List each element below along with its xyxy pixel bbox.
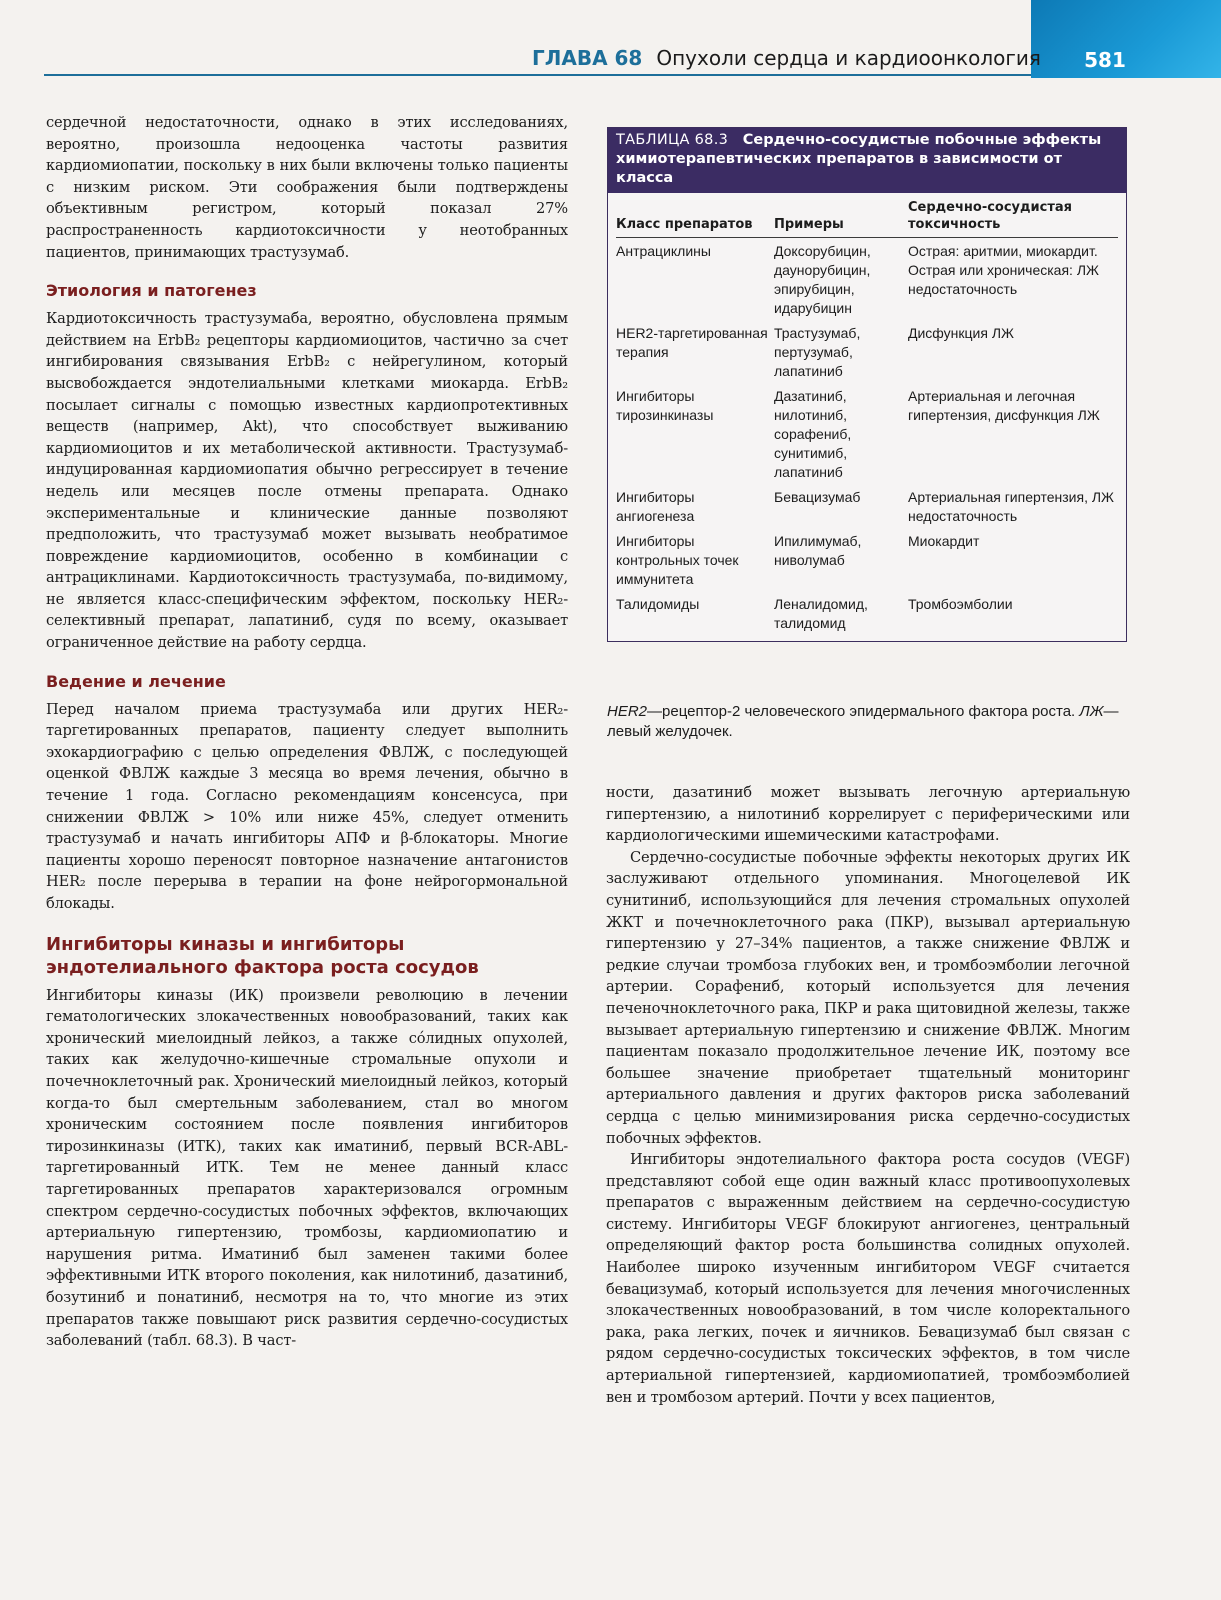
header-rule	[44, 74, 1031, 76]
table-row	[616, 528, 1118, 591]
cell-toxicity: Миокардит	[908, 533, 980, 549]
table-caption	[608, 128, 1126, 193]
section-heading: Этиология и патогенез	[46, 281, 257, 301]
column-header: Сердечно-сосудистая токсичность	[908, 199, 1118, 238]
cell-class: Ингибиторы контрольных точек иммунитета	[616, 533, 739, 587]
data-table	[616, 199, 1118, 635]
cell-examples: Ипилимумаб, ниволумаб	[774, 533, 862, 568]
table-row	[616, 591, 1118, 635]
page-header	[0, 0, 1221, 78]
cell-toxicity: Тромбоэмболии	[908, 596, 1013, 612]
cell-class: HER2-таргетированная терапия	[616, 325, 768, 360]
cell-examples: Трастузумаб, пертузумаб, лапатиниб	[774, 325, 861, 379]
table-row	[616, 484, 1118, 528]
cell-examples: Доксорубицин, даунорубицин, эпирубицин, идарубицин	[774, 243, 871, 316]
column-header: Примеры	[774, 199, 908, 238]
left-column	[46, 112, 568, 1352]
abbr: HER2	[607, 703, 648, 720]
paragraph: ности, дазатиниб может вызывать легочную артериальную гипертензию, а нилотиниб коррелирует с периферическими или кардиологическими ишемическими катастрофами.	[606, 784, 1130, 845]
table-row	[616, 238, 1118, 321]
cell-toxicity: Острая: аритмии, миокардит. Острая или хроническая: ЛЖ недостаточность	[908, 243, 1099, 297]
table-number: ТАБЛИЦА 68.3	[616, 132, 729, 148]
paragraph: Ингибиторы эндотелиального фактора роста сосудов (VEGF) представляют собой еще один важный класс противоопухолевых препаратов с выраженным действием на сердечно-сосудистую систему. Ингибиторы VEGF блокируют ангиогенез, центральный определяющий фактор роста большинства солидных опухолей. Наиболее широко изученным ингибитором VEGF считается бевацизумаб, который используется для лечения многочисленных злокачественных новообразований, в том числе колоректального рака, рака легких, почек и яичников. Бевацизумаб был связан с рядом сердечно-сосудистых токсических эффектов, в том числе артериальной гипертензией, кардиомиопатией, тромбоэмболией вен и тромбозом артерий. Почти у всех пациентов,	[606, 1151, 1130, 1406]
cell-examples: Дазатиниб, нилотиниб, сорафениб, сунитимиб, лапатиниб	[774, 388, 852, 480]
table-header-row	[616, 199, 1118, 238]
heading-line: Ингибиторы киназы и ингибиторы	[46, 933, 405, 955]
table-68-3	[607, 127, 1127, 642]
section-heading: Ведение и лечение	[46, 671, 226, 691]
paragraph: Кардиотоксичность трастузумаба, вероятно, обусловлена прямым действием на ErbB₂ рецепторы кардиомиоцитов, частично за счет ингибирования связывания ErbB₂ с нейрегулином, который высвобождается эндотелиальными клетками миокарда. ErbB₂ посылает сигналы с помощью известных кардиопротективных веществ (например, Akt), что способствует выживанию кардиомиоцитов и их метаболической активности. Трастузумаб-индуцированная кардиомиопатия обычно регрессирует в течение недель или месяцев после отмены препарата. Однако экспериментальные и клинические данные позволяют предположить, что трастузумаб может вызывать необратимое повреждение кардиомиоцитов, особенно в комбинации с антрациклинами. Кардиотоксичность трастузумаба, по-видимому, не является класс-специфическим эффектом, поскольку HER₂-селективный препарат, лапатиниб, судя по всему, оказывает ограниченное действие на работу сердца.	[46, 310, 568, 652]
heading-line: эндотелиального фактора роста сосудов	[46, 956, 479, 978]
table-footnote	[607, 702, 1125, 742]
cell-class: Талидомиды	[616, 596, 700, 612]
table-row	[616, 383, 1118, 484]
paragraph: Перед началом приема трастузумаба или других HER₂-таргетированных препаратов, пациенту следует выполнить эхокардиографию с целью определения ФВЛЖ, с последующей оценкой ФВЛЖ каждые 3 месяца во время лечения, обычно в течение 1 года. Согласно рекомендациям консенсуса, при снижении ФВЛЖ > 10% или ниже 45%, следует отменить трастузумаб и начать ингибиторы АПФ и β-блокаторы. Многие пациенты хорошо переносят повторное назначение антагонистов HER₂ после перерыва в терапии на фоне нейрогормональной блокады.	[46, 700, 568, 912]
paragraph: сердечной недостаточности, однако в этих исследованиях, вероятно, произошла недооценка частоты развития кардиомиопатии, поскольку в них были включены только пациенты с низким риском. Эти соображения были подтверждены объективным регистром, который показал 27% распространенность кардиотоксичности у неотобранных пациентов, принимающих трастузумаб.	[46, 114, 568, 261]
paragraph: Ингибиторы киназы (ИК) произвели революцию в лечении гематологических злокачественных новообразований, таких как хронический миелоидный лейкоз, а также сóлидных опухолей, таких как желудочно-кишечные стромальные опухоли и почечноклеточный рак. Хронический миелоидный лейкоз, который когда-то был смертельным заболеванием, стал во многом хроническим состоянием после появления ингибиторов тирозинкиназы (ИТК), таких как иматиниб, первый BCR-ABL-таргетированный ИТК. Тем не менее данный класс таргетированных препаратов характеризовался огромным спектром сердечно-сосудистых побочных эффектов, включающих артериальную гипертензию, тромбозы, кардиомиопатию и нарушения ритма. Иматиниб был заменен такими более эффективными ИТК второго поколения, как нилотиниб, дазатиниб, бозутиниб и понатиниб, несмотря на то, что многие из этих препаратов также повышают риск развития сердечно-сосудистых заболеваний (табл. 68.3). В част-	[46, 986, 568, 1350]
cell-toxicity: Дисфункция ЛЖ	[908, 325, 1014, 341]
cell-toxicity: Артериальная и легочная гипертензия, дисфункция ЛЖ	[908, 388, 1100, 423]
table-title: Сердечно-сосудистые побочные эффекты химиотерапевтических препаратов в зависимости от класса	[616, 132, 1102, 186]
column-header: Класс препаратов	[616, 199, 774, 238]
cell-toxicity: Артериальная гипертензия, ЛЖ недостаточность	[908, 489, 1114, 524]
running-head	[532, 46, 1041, 70]
cell-class: Ингибиторы тирозинкиназы	[616, 388, 714, 423]
cell-examples: Бевацизумаб	[774, 489, 861, 505]
table-row	[616, 320, 1118, 383]
section-heading-major	[46, 933, 568, 979]
abbr-definition: —рецептор-2 человеческого эпидермального фактора роста.	[647, 703, 1076, 720]
paragraph: Сердечно-сосудистые побочные эффекты некоторых других ИК заслуживают отдельного упоминания. Многоцелевой ИК сунитиниб, использующийся для лечения стромальных опухолей ЖКТ и почечноклеточного рака (ПКР), вызывал артериальную гипертензию у 27–34% пациентов, а также снижение ФВЛЖ и редкие случаи тромбоза глубоких вен, и тромбоэмболии легочной артерии. Сорафениб, который используется для лечения печеночноклеточного рака, ПКР и рака щитовидной железы, также вызывает артериальную гипертензию и снижение ФВЛЖ. Многим пациентам показало продолжительное лечение ИК, поэтому все большее значение приобретает тщательный мониторинг артериального давления и других факторов риска заболеваний сердца с целью минимизирования риска сердечно-сосудистых побочных эффектов.	[606, 848, 1130, 1147]
abbr: ЛЖ	[1079, 703, 1104, 720]
cell-class: Антрациклины	[616, 243, 711, 259]
chapter-label: ГЛАВА 68	[532, 46, 643, 70]
abbr-definition: —левый желудочек.	[607, 703, 1119, 740]
page-number: 581	[1084, 48, 1126, 72]
cell-examples: Леналидомид, талидомид	[774, 596, 868, 631]
chapter-title: Опухоли сердца и кардиоонкология	[656, 46, 1041, 70]
right-column	[606, 782, 1130, 1408]
cell-class: Ингибиторы ангиогенеза	[616, 489, 695, 524]
